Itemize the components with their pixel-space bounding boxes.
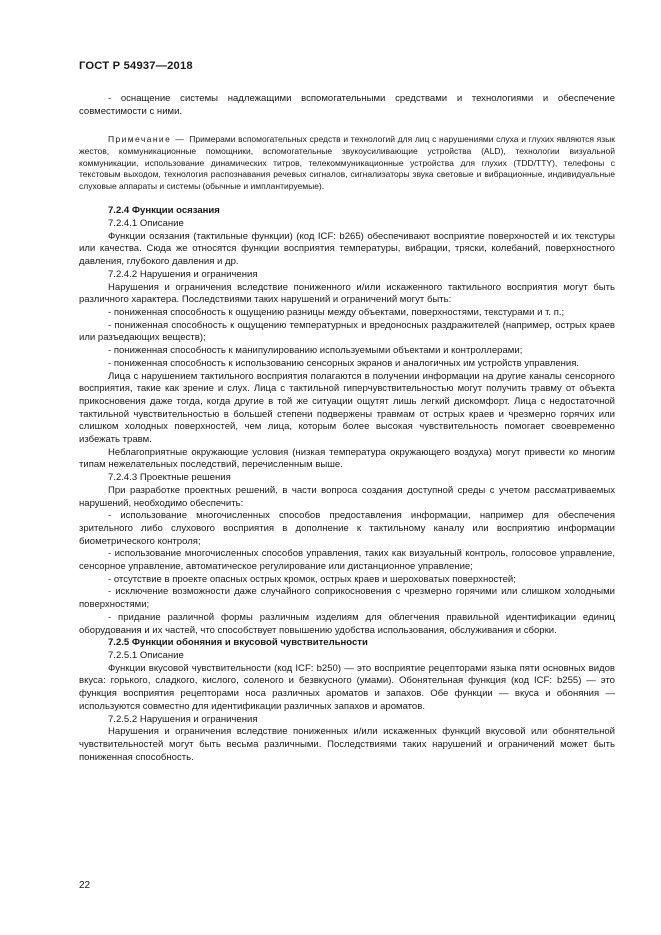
page-number: 22 xyxy=(79,880,91,891)
list-item: - придание различной формы различным изделиям для облегчения правильной идентификации единиц оборудования и их частей, что способствует повышению удобства использования, обслуживания и сборки. xyxy=(79,611,615,636)
list-item: - исключение возможности даже случайного соприкосновения с чрезмерно горячими или слишком холодными поверхностями; xyxy=(79,586,615,611)
paragraph: Нарушения и ограничения вследствие пониженного и/или искаженного тактильного восприятия могут быть различного характера. Последствиями таких нарушений и ограничений могут быть: xyxy=(79,281,615,306)
list-item: - пониженная способность к ощущению температурных и вредоносных раздражителей (например, острых краев или разъедающих веществ); xyxy=(79,319,615,344)
list-item: - использование многочисленных способов управления, таких как визуальный контроль, голосовое управление, сенсорное управление, автоматическое регулирование или дистанционное управление; xyxy=(79,548,615,573)
list-item: - пониженная способность к манипулированию используемыми объектами и контроллерами; xyxy=(108,345,523,357)
section-heading-7-2-5: 7.2.5 Функции обоняния и вкусовой чувствительности xyxy=(108,637,368,649)
subsection-heading: 7.2.4.1 Описание xyxy=(108,218,184,230)
paragraph: Функции осязания (тактильные функции) (код ICF: b265) обеспечивают восприятие поверхностей и их текстуры или качества. Сюда же относятся функции восприятия температуры, вибрации, тряски, колебаний, поверхностного давления, глубокого давления и др. xyxy=(79,230,615,268)
subsection-heading: 7.2.5.2 Нарушения и ограничения xyxy=(108,713,258,725)
paragraph: Лица с нарушением тактильного восприятия полагаются в получении информации на другие каналы сенсорного восприятия, такие как зрение и слух. Лица с тактильной гиперчувствительностью могут получить травму от объекта прикосновения даже тогда, когда другие в той же ситуации ощутят лишь легкий дискомфорт. Лица с недостаточной тактильной чувствительностью в большей степени подвержены травмам от острых краев и чрезмерно горячих или слишком холодных поверхностей, чем лица, которым более высокая чувствительность помогает своевременно избежать травм. xyxy=(79,370,615,446)
list-item: - пониженная способность к использованию сенсорных экранов и аналогичных им устройств управления. xyxy=(108,357,580,369)
paragraph: Неблагоприятные окружающие условия (низкая температура окружающего воздуха) могут привести ко многим типам нежелательных последствий, перечисленным выше. xyxy=(79,446,615,471)
note-label: Примечание — xyxy=(108,134,190,145)
paragraph: При разработке проектных решений, в части вопроса создания доступной среды с учетом рассматриваемых нарушений, необходимо обеспечить: xyxy=(79,484,615,509)
list-item: - пониженная способность к ощущению разницы между объектами, поверхностями, текстурами и т. п.; xyxy=(108,307,565,318)
paragraph: Нарушения и ограничения вследствие пониженных и/или искаженных функций вкусовой или обонятельной чувствительностей могут быть весьма различными. Последствиями таких нарушений и ограничений может быть пониженная способность. xyxy=(79,726,615,763)
paragraph: Функции вкусовой чувствительности (код ICF: b250) — это восприятие рецепторами языка пяти основных видов вкуса: горького, сладкого, кислого, соленого и безвкусного (умами). Обонятельная функция (код ICF: b255) — это функция восприятия рецепторами носа различных ароматов и запахов. Обе функции — вкуса и обоняния — используются совместно для идентификации различных запахов и ароматов. xyxy=(79,662,615,712)
note-text: Примерами вспомогательных средств и технологий для лиц с нарушениями слуха и глухих являются язык жестов, коммуникационные помощники, вспомогательные звукоусиливающие устройства (ALD), технологии визуальной коммуникации, использование динамических титров, телекоммуникационные устройства для глухих (TDD/TTY), телефоны с текстовым выходом, технология распознавания речевых сигналов, сигнализаторы звука световые и вибрационные, индивидуальные слуховые аппараты и системы (обычные и имплантируемые). xyxy=(79,134,616,191)
subsection-heading: 7.2.5.1 Описание xyxy=(108,649,184,661)
paragraph: - оснащение системы надлежащими вспомогательными средствами и технологиями и обеспечение совместимости с ними. xyxy=(79,93,615,117)
document-body xyxy=(79,93,615,764)
list-item: - использование многочисленных способов предоставления информации, например для обеспечения зрительного либо слухового восприятия в дополнение к тактильному каналу или восприятию информации биометрического контроля; xyxy=(79,510,615,547)
subsection-heading: 7.2.4.2 Нарушения и ограничения xyxy=(108,268,258,280)
list-item: - отсутствие в проекте опасных острых кромок, острых краев и шероховатых поверхностей; xyxy=(108,573,516,585)
subsection-heading: 7.2.4.3 Проектные решения xyxy=(108,472,231,484)
section-heading-7-2-4: 7.2.4 Функции осязания xyxy=(108,205,220,217)
note-paragraph xyxy=(79,134,615,192)
document-header: ГОСТ Р 54937—2018 xyxy=(79,60,193,72)
